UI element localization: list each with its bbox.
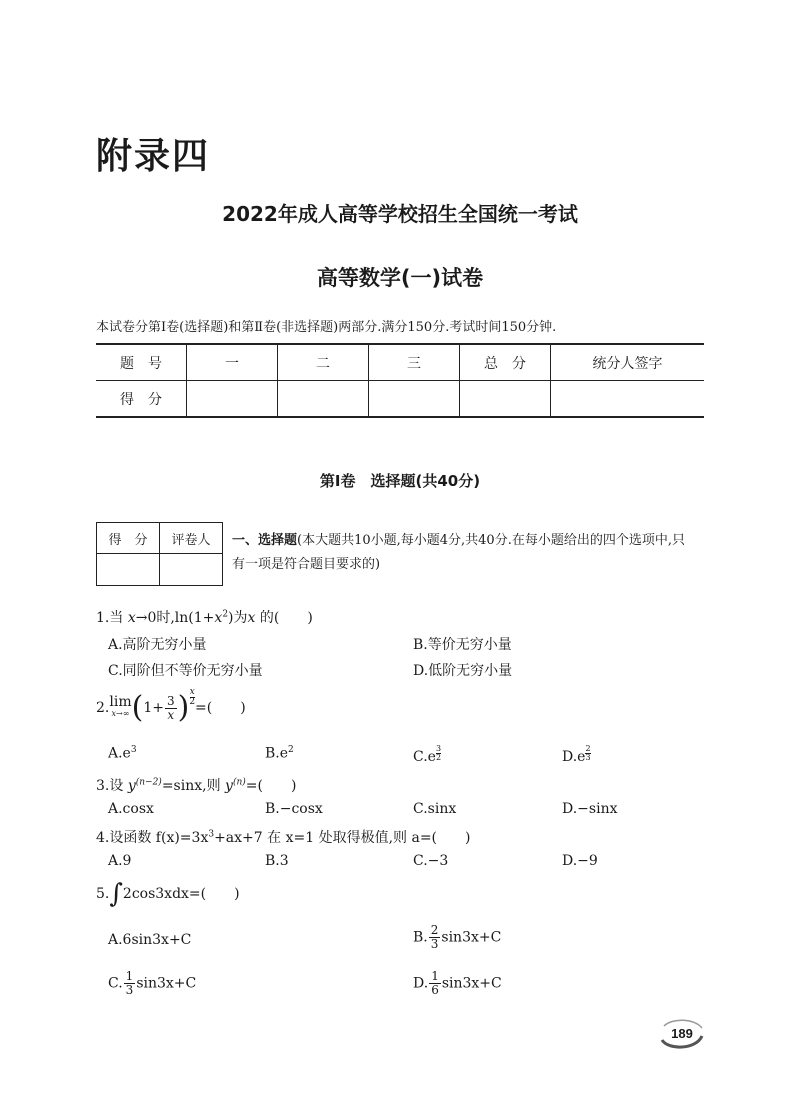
- score-row-label: 得 分: [96, 381, 187, 418]
- q2-option-d[interactable]: D.e $^{\frac{2}{3}}$: [562, 744, 591, 765]
- q4-option-a[interactable]: A.9: [108, 853, 132, 869]
- q1-option-b[interactable]: B.等价无穷小量: [413, 637, 512, 653]
- exam-title: 2022年成人高等学校招生全国统一考试: [222, 202, 578, 226]
- score-cell[interactable]: [460, 381, 551, 418]
- score-table-header-row: [96, 344, 704, 381]
- section-heading: 第Ⅰ卷 选择题(共40分): [319, 472, 481, 490]
- page-number: 189: [671, 1026, 693, 1041]
- q2-option-b[interactable]: $B.e^2$: [265, 745, 294, 762]
- exam-intro: 本试卷分第Ⅰ卷(选择题)和第Ⅱ卷(非选择题)两部分.满分150分.考试时间150分钟.: [96, 320, 557, 335]
- q3-option-b[interactable]: B.−cosx: [265, 801, 323, 817]
- q1-option-a[interactable]: A.高阶无穷小量: [108, 637, 207, 653]
- q4-option-d[interactable]: D.−9: [562, 853, 598, 869]
- part-description: [232, 529, 692, 577]
- exponent-fraction: x 2: [189, 687, 196, 707]
- part-instructions: (本大题共10小题,每小题4分,共40分.在每小题给出的四个选项中,只有一项是符合题目要求的): [232, 533, 685, 572]
- question-2: 2. lim x→∞ (1+ $\frac{3}{x}$ ) $^{\frac{x}{2}}$ =( ): [96, 687, 246, 725]
- q4-option-b[interactable]: B.3: [265, 853, 289, 869]
- appendix-heading: 附录四: [96, 136, 211, 177]
- score-cell[interactable]: [187, 381, 278, 418]
- score-header-cell: 总 分: [460, 344, 551, 381]
- part-title: 一、选择题: [232, 533, 298, 548]
- q1-option-d[interactable]: D.低阶无穷小量: [413, 663, 513, 679]
- score-table-score-row: [96, 381, 704, 418]
- grader-name-label: 评卷人: [160, 523, 223, 554]
- score-cell[interactable]: [551, 381, 705, 418]
- score-cell[interactable]: [278, 381, 369, 418]
- page-badge-swoosh-icon: [658, 1014, 706, 1050]
- q5-option-a[interactable]: A.6sin3x+C: [108, 932, 192, 948]
- q4-option-c[interactable]: C.−3: [413, 853, 449, 869]
- grader-score-label: 得 分: [97, 523, 160, 554]
- q3-option-d[interactable]: D.−sinx: [562, 801, 618, 817]
- integral-sign: ∫: [109, 879, 123, 909]
- q1-option-c[interactable]: C.同阶但不等价无穷小量: [108, 663, 263, 679]
- q3-option-a[interactable]: A.cosx: [108, 801, 154, 817]
- question-4: 4.设函数 $f(x)=3x^3+ax+7$ 在 x=1 处取得极值,则 a=( ): [96, 829, 471, 846]
- q5-option-b[interactable]: B. $\frac{2}{3}$ sin3x+C: [413, 923, 502, 951]
- score-header-cell: 题 号: [96, 344, 187, 381]
- q2-option-c[interactable]: C.e $^{\frac{3}{2}}$: [413, 744, 442, 765]
- grader-score-cell[interactable]: [97, 554, 160, 586]
- q5-option-d[interactable]: D. $\frac{1}{6}$ sin3x+C: [413, 969, 502, 997]
- page-number-badge: [658, 1014, 706, 1050]
- q5-option-c[interactable]: C. $\frac{1}{3}$ sin3x+C: [108, 969, 197, 997]
- q2-option-a[interactable]: $A.e^3$: [108, 745, 137, 762]
- question-1: 1.当 x→0时$,\ln(1+x^2)$为x 的( ): [96, 609, 313, 626]
- paper-title: 高等数学(一)试卷: [316, 266, 484, 290]
- score-header-cell: 一: [187, 344, 278, 381]
- score-header-cell: 二: [278, 344, 369, 381]
- grader-name-cell[interactable]: [160, 554, 223, 586]
- question-5: 5.∫2cos3xdx=( ): [96, 879, 240, 909]
- score-table: [96, 343, 704, 418]
- score-header-cell: 三: [369, 344, 460, 381]
- grader-table: [96, 522, 223, 586]
- q3-option-c[interactable]: C.sinx: [413, 801, 457, 817]
- question-3: 3.设 $y^{(n-2)}=\sin x$,则 $y^{(n)}=$( ): [96, 777, 297, 794]
- fraction: $\frac{3}{x}$: [166, 693, 175, 722]
- score-cell[interactable]: [369, 381, 460, 418]
- score-header-cell: 统分人签字: [551, 344, 705, 381]
- limit-operator: lim x→∞: [109, 694, 132, 718]
